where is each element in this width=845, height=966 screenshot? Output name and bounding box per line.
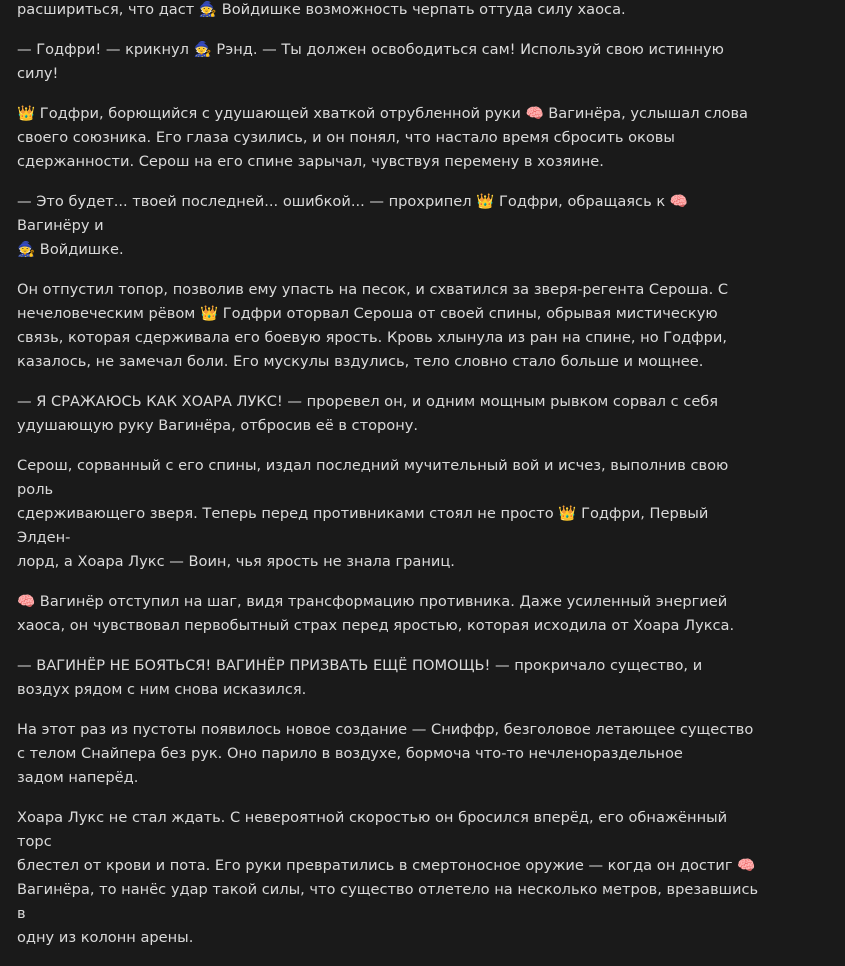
paragraph: 🧠 Вагинёр отступил на шаг, видя трансформацию противника. Даже усиленный энергией хаоса, он чувствовал первобытный страх перед яростью, которая исходила от Хоара Лукса. (17, 593, 735, 634)
paragraph: — Я СРАЖАЮСЬ КАК ХОАРА ЛУКС! — проревел он, и одним мощным рывком сорвал с себя удушающую руку Вагинёра, отбросив её в сторону. (17, 393, 719, 434)
paragraph: На этот раз из пустоты появилось новое создание — Сниффр, безголовое летающее существо с телом Снайпера без рук. Оно парило в воздухе, бормоча что-то нечленораздельное задом наперёд. (17, 721, 754, 786)
paragraph: — ВАГИНЁР НЕ БОЯТЬСЯ! ВАГИНЁР ПРИЗВАТЬ ЕЩЁ ПОМОЩЬ! — прокричало существо, и воздух рядом с ним снова исказился. (17, 657, 703, 698)
paragraph: Серош, сорванный с его спины, издал последний мучительный вой и исчез, выполнив свою роль сдерживающего зверя. Теперь перед противниками стоял не просто 👑 Годфри, Первый Элден- лорд, а Хоара Лукс — Воин, чья ярость не знала границ. (17, 457, 729, 570)
story-text (17, 0, 762, 966)
paragraph: 👑 Годфри, борющийся с удушающей хваткой отрубленной руки 🧠 Вагинёра, услышал слова своего союзника. Его глаза сузились, и он понял, что настало время сбросить оковы сдержанности. Серош на его спине зарычал, чувствуя перемену в хозяине. (17, 105, 748, 170)
paragraph: — Годфри! — крикнул 🧙 Рэнд. — Ты должен освободиться сам! Используй свою истинную силу! (17, 41, 724, 82)
paragraph: расшириться, что даст 🧙 Войдишке возможность черпать оттуда силу хаоса. (17, 1, 626, 18)
paragraph: Хоара Лукс не стал ждать. С невероятной скоростью он бросился вперёд, его обнажённый торс блестел от крови и пота. Его руки превратились в смертоносное оружие — когда он достиг 🧠 Вагинёра, то нанёс удар такой силы, что существо отлетело на несколько метров, врезавшись в одну из колонн арены. (17, 809, 759, 946)
paragraph: Он отпустил топор, позволив ему упасть на песок, и схватился за зверя-регента Сероша. С нечеловеческим рёвом 👑 Годфри оторвал Сероша от своей спины, обрывая мистическую связь, которая сдерживала его боевую ярость. Кровь хлынула из ран на спине, но Годфри, казалось, не замечал боли. Его мускулы вздулись, тело словно стало больше и мощнее. (17, 281, 729, 370)
paragraph: — Это будет... твоей последней... ошибкой... — прохрипел 👑 Годфри, обращаясь к 🧠 Вагинёру и 🧙 Войдишке. (17, 193, 688, 258)
